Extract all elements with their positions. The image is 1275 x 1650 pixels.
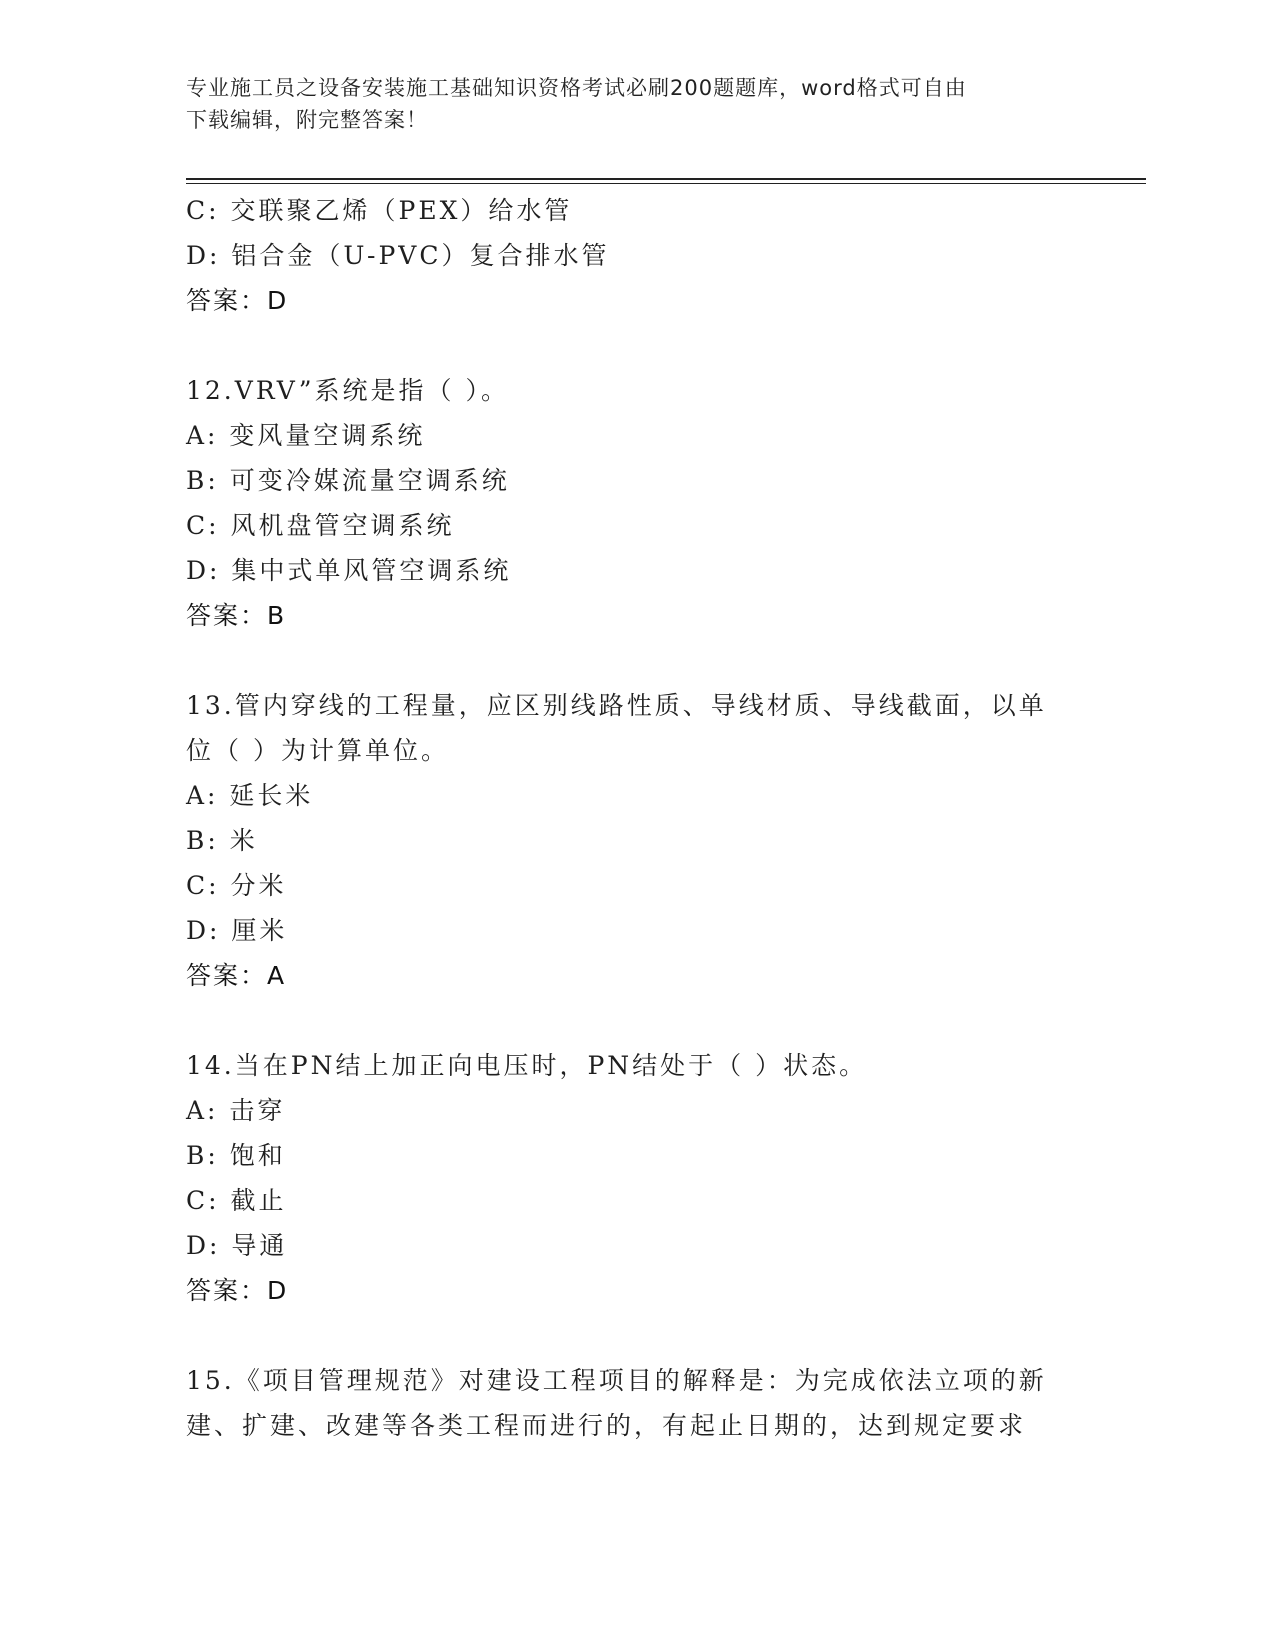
option-c: C: 风机盘管空调系统 bbox=[186, 511, 455, 540]
header-divider-thick bbox=[186, 178, 1146, 180]
option-a: A: 击穿 bbox=[186, 1096, 286, 1125]
spacer bbox=[186, 323, 1086, 368]
answer-text: 答案：D bbox=[186, 286, 289, 315]
header-divider-thin bbox=[186, 183, 1146, 184]
answer-text: 答案：A bbox=[186, 961, 287, 990]
answer-text: 答案：B bbox=[186, 601, 287, 630]
option-a: A: 延长米 bbox=[186, 781, 314, 810]
question-text-line-2: 建、扩建、改建等各类工程而进行的，有起止日期的，达到规定要求 bbox=[186, 1411, 1027, 1440]
spacer bbox=[186, 638, 1086, 683]
question-text: 14.当在PN结上加正向电压时，PN结处于（ ）状态。 bbox=[186, 1051, 868, 1080]
option-d: D: 厘米 bbox=[186, 916, 288, 945]
spacer bbox=[186, 1313, 1086, 1358]
question-11 bbox=[186, 188, 1086, 323]
option-c: C: 截止 bbox=[186, 1186, 287, 1215]
option-b: B: 可变冷媒流量空调系统 bbox=[186, 466, 510, 495]
option-a: A: 变风量空调系统 bbox=[186, 421, 426, 450]
question-text: 12.VRV”系统是指（ ）。 bbox=[186, 376, 509, 405]
option-d: D: 集中式单风管空调系统 bbox=[186, 556, 512, 585]
answer-text: 答案：D bbox=[186, 1276, 289, 1305]
question-text-line-2: 位（ ）为计算单位。 bbox=[186, 736, 449, 765]
option-b: B: 饱和 bbox=[186, 1141, 286, 1170]
document-header bbox=[186, 72, 1086, 136]
question-12 bbox=[186, 368, 1086, 638]
question-14 bbox=[186, 1043, 1086, 1313]
question-15 bbox=[186, 1358, 1086, 1448]
option-b: B: 米 bbox=[186, 826, 258, 855]
header-title-line-1: 专业施工员之设备安装施工基础知识资格考试必刷200题题库，word格式可自由 bbox=[186, 76, 967, 100]
option-c: C: 交联聚乙烯（PEX）给水管 bbox=[186, 196, 573, 225]
question-text-line-1: 15.《项目管理规范》对建设工程项目的解释是：为完成依法立项的新 bbox=[186, 1366, 1047, 1395]
option-c: C: 分米 bbox=[186, 871, 287, 900]
option-d: D: 铝合金（U-PVC）复合排水管 bbox=[186, 241, 610, 270]
question-text-line-1: 13.管内穿线的工程量，应区别线路性质、导线材质、导线截面，以单 bbox=[186, 691, 1047, 720]
spacer bbox=[186, 998, 1086, 1043]
header-title-line-2: 下载编辑，附完整答案！ bbox=[186, 108, 428, 132]
option-d: D: 导通 bbox=[186, 1231, 288, 1260]
question-13 bbox=[186, 683, 1086, 998]
question-list bbox=[186, 188, 1086, 1448]
